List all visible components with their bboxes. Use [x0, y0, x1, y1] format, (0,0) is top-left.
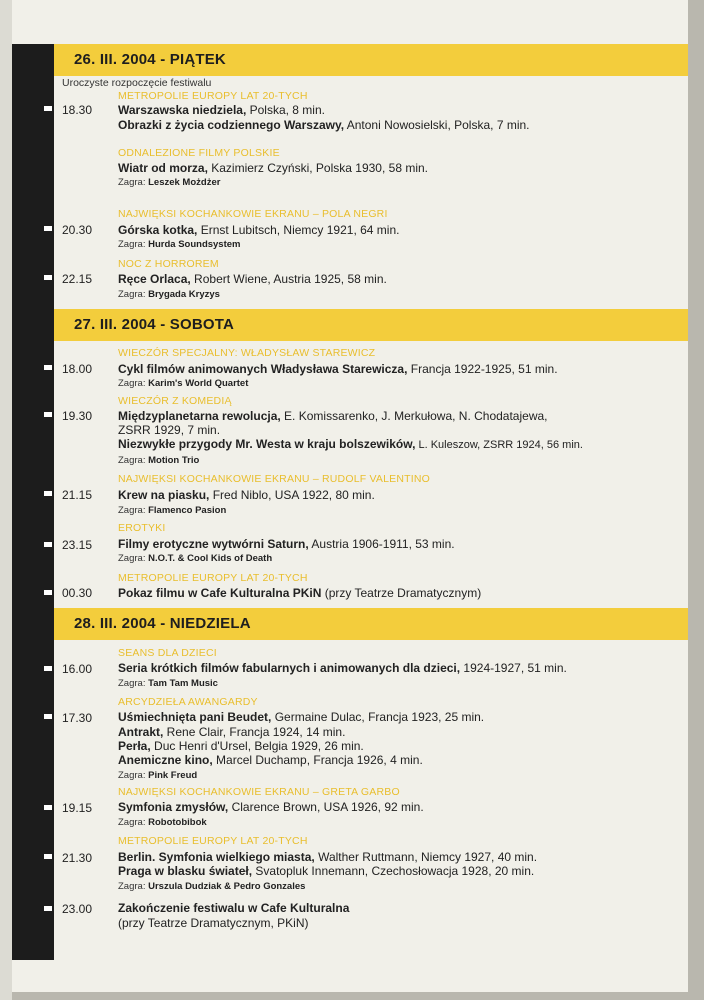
category-label: WIECZÓR SPECJALNY: WŁADYSŁAW STAREWICZ — [118, 347, 376, 359]
category-label: SEANS DLA DZIECI — [118, 647, 217, 659]
film-title: Symfonia zmysłów, — [118, 800, 229, 814]
film-title: Pokaz filmu w Cafe Kulturalna PKiN — [118, 586, 322, 600]
day-header-26 — [54, 44, 688, 76]
film-details: Robert Wiene, Austria 1925, 58 min. — [190, 272, 387, 286]
category-label: ODNALEZIONE FILMY POLSKIE — [118, 147, 280, 159]
film-title: Anemiczne kino, — [118, 753, 213, 767]
film-entry — [118, 661, 567, 675]
screening-time: 19.30 — [62, 409, 93, 423]
performer-name: Motion Trio — [148, 455, 200, 466]
performer-name: Karim's World Quartet — [148, 378, 249, 389]
film-details: 1924-1927, 51 min. — [460, 661, 567, 675]
film-details: L. Kuleszow, ZSRR 1924, 56 min. — [415, 439, 583, 451]
performer-label: Zagra: — [118, 455, 146, 466]
screening-time: 20.30 — [62, 223, 93, 237]
category-label: NOC Z HORROREM — [118, 258, 219, 270]
film-details: Walther Ruttmann, Niemcy 1927, 40 min. — [314, 850, 538, 864]
performer-line — [118, 239, 241, 250]
film-details: (przy Teatrze Dramatycznym) — [321, 586, 482, 600]
film-details: E. Komissarenko, J. Merkułowa, N. Chodatajewa, — [280, 409, 548, 423]
performer-name: Pink Freud — [148, 770, 198, 781]
bullet-marker — [44, 365, 52, 370]
screening-time: 23.15 — [62, 538, 93, 552]
film-title: Cykl filmów animowanych Władysława Starewicza, — [118, 362, 408, 376]
performer-line — [118, 455, 199, 466]
film-title: Perła, — [118, 739, 151, 753]
film-title: Krew na piasku, — [118, 488, 210, 502]
film-entry — [118, 423, 220, 437]
film-entry — [118, 118, 530, 132]
film-details: Rene Clair, Francja 1924, 14 min. — [163, 725, 346, 739]
film-details: Clarence Brown, USA 1926, 92 min. — [228, 800, 424, 814]
performer-line — [118, 881, 305, 892]
performer-label: Zagra: — [118, 289, 146, 300]
film-details: Fred Niblo, USA 1922, 80 min. — [209, 488, 375, 502]
screening-time: 18.00 — [62, 362, 93, 376]
category-label: NAJWIĘKSI KOCHANKOWIE EKRANU – RUDOLF VALENTINO — [118, 473, 431, 485]
day-title: 27. III. 2004 - SOBOTA — [74, 316, 235, 333]
film-title: Berlin. Symfonia wielkiego miasta, — [118, 850, 315, 864]
screening-time: 18.30 — [62, 103, 93, 117]
film-details: Svatopluk Innemann, Czechosłowacja 1928, 20 min. — [252, 864, 535, 878]
performer-name: N.O.T. & Cool Kids of Death — [148, 553, 273, 564]
category-label: METROPOLIE EUROPY LAT 20-TYCH — [118, 90, 308, 102]
performer-line — [118, 177, 220, 188]
film-title: Filmy erotyczne wytwórni Saturn, — [118, 537, 309, 551]
bullet-marker — [44, 590, 52, 595]
category-label: ARCYDZIEŁA AWANGARDY — [118, 696, 258, 708]
film-details: Austria 1906-1911, 53 min. — [308, 537, 455, 551]
screening-time: 21.30 — [62, 851, 93, 865]
category-label: METROPOLIE EUROPY LAT 20-TYCH — [118, 835, 308, 847]
film-entry — [118, 725, 345, 739]
film-entry — [118, 710, 484, 724]
screening-time: 00.30 — [62, 586, 93, 600]
bullet-marker — [44, 106, 52, 111]
film-title: Seria krótkich filmów fabularnych i animowanych dla dzieci, — [118, 661, 461, 675]
film-details: Duc Henri d'Ursel, Belgia 1929, 26 min. — [150, 739, 364, 753]
performer-line — [118, 678, 218, 689]
film-title: Ręce Orlaca, — [118, 272, 191, 286]
bullet-marker — [44, 542, 52, 547]
film-title: Praga w blasku świateł, — [118, 864, 253, 878]
performer-line — [118, 553, 272, 564]
bullet-marker — [44, 412, 52, 417]
film-details: Polska, 8 min. — [246, 103, 325, 117]
screening-time: 17.30 — [62, 711, 93, 725]
category-label: EROTYKI — [118, 522, 166, 534]
film-details: Ernst Lubitsch, Niemcy 1921, 64 min. — [197, 223, 400, 237]
performer-label: Zagra: — [118, 505, 146, 516]
black-spine-bar — [12, 44, 54, 960]
screening-time: 23.00 — [62, 902, 93, 916]
performer-name: Robotobibok — [148, 817, 207, 828]
film-entry — [118, 103, 325, 117]
film-entry — [118, 864, 534, 878]
bullet-marker — [44, 275, 52, 280]
film-title: Górska kotka, — [118, 223, 198, 237]
performer-line — [118, 378, 248, 389]
day-title: 28. III. 2004 - NIEDZIELA — [74, 615, 251, 632]
film-title: Warszawska niedziela, — [118, 103, 247, 117]
category-label: NAJWIĘKSI KOCHANKOWIE EKRANU – POLA NEGRI — [118, 208, 388, 220]
film-entry — [118, 223, 399, 237]
bullet-marker — [44, 805, 52, 810]
performer-name: Leszek Możdżer — [148, 177, 221, 188]
film-entry — [118, 488, 375, 502]
bullet-marker — [44, 491, 52, 496]
performer-label: Zagra: — [118, 553, 146, 564]
closing-entry — [118, 901, 349, 915]
festival-opening-note: Uroczyste rozpoczęcie festiwalu — [62, 77, 212, 89]
film-entry — [118, 362, 558, 376]
performer-name: Flamenco Pasion — [148, 505, 227, 516]
film-entry — [118, 753, 423, 767]
screening-time: 21.15 — [62, 488, 93, 502]
film-details: Marcel Duchamp, Francja 1926, 4 min. — [212, 753, 423, 767]
film-title: Antrakt, — [118, 725, 164, 739]
film-entry — [118, 272, 387, 286]
day-title: 26. III. 2004 - PIĄTEK — [74, 51, 226, 68]
performer-label: Zagra: — [118, 817, 146, 828]
performer-line — [118, 770, 197, 781]
performer-name: Hurda Soundsystem — [148, 239, 241, 250]
category-label: METROPOLIE EUROPY LAT 20-TYCH — [118, 572, 308, 584]
category-label: NAJWIĘKSI KOCHANKOWIE EKRANU – GRETA GARBO — [118, 786, 400, 798]
screening-time: 22.15 — [62, 272, 93, 286]
film-entry — [118, 437, 583, 451]
performer-name: Urszula Dudziak & Pedro Gonzales — [148, 881, 306, 892]
performer-label: Zagra: — [118, 881, 146, 892]
film-title: Uśmiechnięta pani Beudet, — [118, 710, 272, 724]
film-details: Antoni Nowosielski, Polska, 7 min. — [344, 118, 530, 132]
closing-entry — [118, 916, 308, 930]
performer-label: Zagra: — [118, 770, 146, 781]
bullet-marker — [44, 226, 52, 231]
film-entry — [118, 739, 364, 753]
film-entry — [118, 800, 424, 814]
performer-line — [118, 505, 226, 516]
film-details: Germaine Dulac, Francja 1923, 25 min. — [271, 710, 485, 724]
screening-time: 19.15 — [62, 801, 93, 815]
film-entry — [118, 161, 428, 175]
bullet-marker — [44, 906, 52, 911]
day-header-28 — [54, 608, 688, 640]
film-details: Francja 1922-1925, 51 min. — [407, 362, 558, 376]
performer-line — [118, 289, 220, 300]
screening-time: 16.00 — [62, 662, 93, 676]
performer-label: Zagra: — [118, 678, 146, 689]
performer-label: Zagra: — [118, 177, 146, 188]
performer-label: Zagra: — [118, 378, 146, 389]
film-details: ZSRR 1929, 7 min. — [118, 423, 221, 437]
day-header-27 — [54, 309, 688, 341]
film-entry — [118, 850, 537, 864]
film-title: Obrazki z życia codziennego Warszawy, — [118, 118, 345, 132]
film-title: Niezwykłe przygody Mr. Westa w kraju bolszewików, — [118, 437, 416, 451]
performer-name: Tam Tam Music — [148, 678, 218, 689]
film-entry — [118, 586, 481, 600]
bullet-marker — [44, 854, 52, 859]
closing-details: (przy Teatrze Dramatycznym, PKiN) — [118, 916, 309, 930]
bullet-marker — [44, 666, 52, 671]
bullet-marker — [44, 714, 52, 719]
film-title: Międzyplanetarna rewolucja, — [118, 409, 281, 423]
film-entry — [118, 409, 548, 423]
category-label: WIECZÓR Z KOMEDIĄ — [118, 395, 232, 407]
film-details: Kazimierz Czyński, Polska 1930, 58 min. — [207, 161, 428, 175]
film-title: Wiatr od morza, — [118, 161, 208, 175]
page-binding — [0, 0, 12, 1000]
performer-name: Brygada Kryzys — [148, 289, 220, 300]
film-entry — [118, 537, 455, 551]
performer-label: Zagra: — [118, 239, 146, 250]
performer-line — [118, 817, 207, 828]
closing-title: Zakończenie festiwalu w Cafe Kulturalna — [118, 901, 350, 915]
